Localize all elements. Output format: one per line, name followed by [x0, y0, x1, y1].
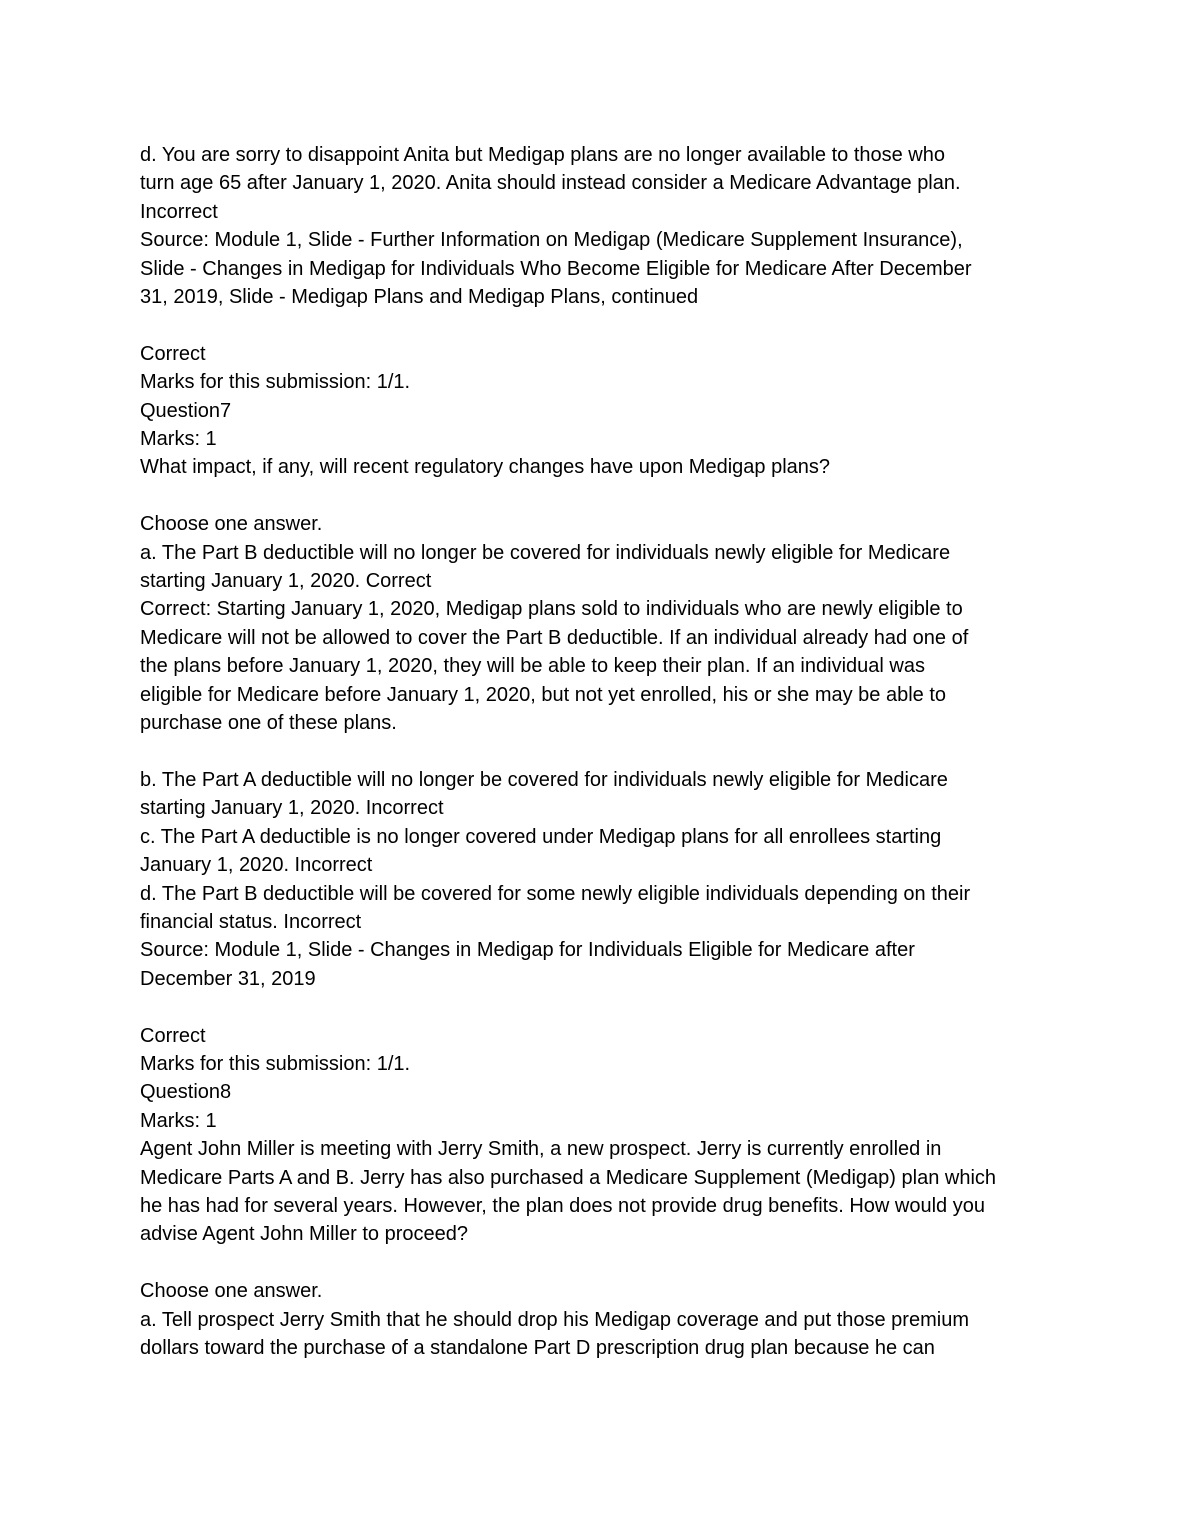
feedback-text: Medicare will not be allowed to cover the Part B deductible. If an individual already had one of: [140, 626, 969, 649]
question-text: Medicare Parts A and B. Jerry has also purchased a Medicare Supplement (Medigap) plan which: [140, 1166, 997, 1189]
blank-line: [140, 482, 1060, 510]
question-text: he has had for several years. However, the plan does not provide drug benefits. How would you: [140, 1194, 985, 1217]
text-line: Slide - Changes in Medigap for Individuals Who Become Eligible for Medicare After December: [140, 257, 972, 280]
document-page: [140, 141, 1060, 1362]
blank-line: [140, 993, 1060, 1021]
marks-submission: Marks for this submission: 1/1.: [140, 1052, 411, 1075]
question-text: advise Agent John Miller to proceed?: [140, 1223, 468, 1246]
answer-option: d. The Part B deductible will be covered for some newly eligible individuals depending on their: [140, 882, 971, 905]
question-text: What impact, if any, will recent regulatory changes have upon Medigap plans?: [140, 456, 831, 479]
source-text: Source: Module 1, Slide - Changes in Medigap for Individuals Eligible for Medicare after: [140, 939, 915, 962]
marks-submission: Marks for this submission: 1/1.: [140, 371, 411, 394]
answer-option: a. The Part B deductible will no longer be covered for individuals newly eligible for Medicare: [140, 541, 951, 564]
answer-option: starting January 1, 2020. Incorrect: [140, 797, 444, 820]
feedback-text: purchase one of these plans.: [140, 712, 397, 735]
question-text: Agent John Miller is meeting with Jerry Smith, a new prospect. Jerry is currently enrolled in: [140, 1138, 942, 1161]
blank-line: [140, 311, 1060, 339]
choose-instruction: Choose one answer.: [140, 513, 323, 536]
answer-option: dollars toward the purchase of a standalone Part D prescription drug plan because he can: [140, 1336, 935, 1359]
text-line: d. You are sorry to disappoint Anita but Medigap plans are no longer available to those who: [140, 144, 945, 166]
source-text: December 31, 2019: [140, 967, 316, 990]
feedback-text: Correct: Starting January 1, 2020, Medigap plans sold to individuals who are newly eligible to: [140, 598, 963, 621]
text-line: Incorrect: [140, 200, 218, 223]
question-heading: Question7: [140, 399, 232, 422]
answer-option: a. Tell prospect Jerry Smith that he should drop his Medigap coverage and put those premium: [140, 1308, 969, 1331]
blank-line: [140, 738, 1060, 766]
feedback-text: the plans before January 1, 2020, they will be able to keep their plan. If an individual was: [140, 655, 925, 678]
question-heading: Question8: [140, 1081, 232, 1104]
choose-instruction: Choose one answer.: [140, 1280, 323, 1303]
text-line: 31, 2019, Slide - Medigap Plans and Medigap Plans, continued: [140, 286, 699, 309]
answer-option: financial status. Incorrect: [140, 910, 362, 933]
answer-option: b. The Part A deductible will no longer be covered for individuals newly eligible for Medicare: [140, 768, 948, 791]
answer-option: c. The Part A deductible is no longer covered under Medigap plans for all enrollees starting: [140, 825, 942, 848]
question-marks: Marks: 1: [140, 1109, 217, 1132]
result-label: Correct: [140, 1024, 206, 1047]
blank-line: [140, 1249, 1060, 1277]
text-line: Source: Module 1, Slide - Further Information on Medigap (Medicare Supplement Insurance),: [140, 229, 963, 252]
feedback-text: eligible for Medicare before January 1, 2020, but not yet enrolled, his or she may be able to: [140, 683, 947, 706]
question-marks: Marks: 1: [140, 428, 217, 451]
text-line: turn age 65 after January 1, 2020. Anita should instead consider a Medicare Advantage plan.: [140, 172, 961, 195]
result-label: Correct: [140, 342, 206, 365]
answer-option: starting January 1, 2020. Correct: [140, 570, 432, 593]
answer-option: January 1, 2020. Incorrect: [140, 854, 373, 877]
